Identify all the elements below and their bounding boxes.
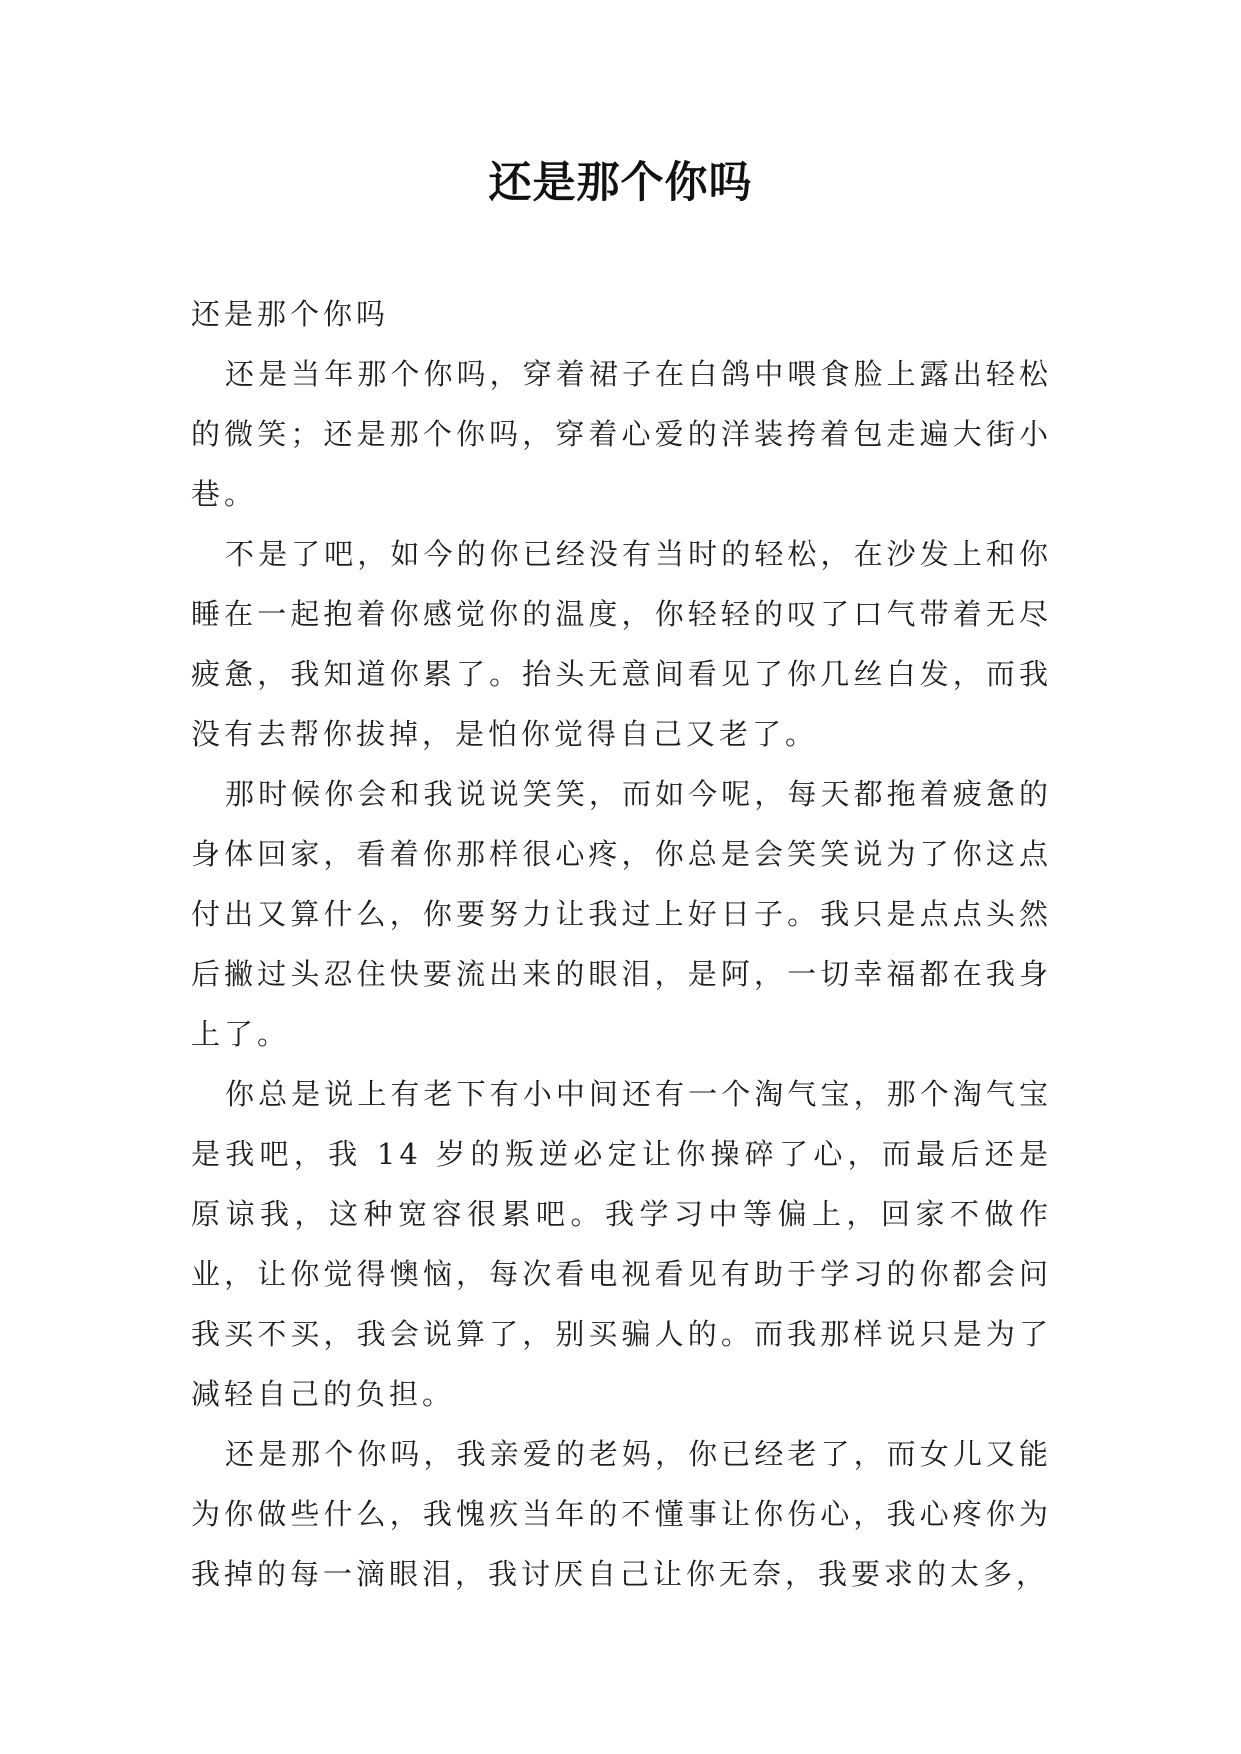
paragraph-3: 那时候你会和我说说笑笑，而如今呢，每天都拖着疲惫的身体回家，看着你那样很心疼，你总是会笑笑说为了你这点付出又算什么，你要努力让我过上好日子。我只是点点头然后撇过头忍住快要流出来的眼泪，是阿，一切幸福都在我身上了。 <box>191 777 1052 1051</box>
paragraph-2: 不是了吧，如今的你已经没有当时的轻松，在沙发上和你睡在一起抱着你感觉你的温度，你轻轻的叹了口气带着无尽疲惫，我知道你累了。抬头无意间看见了你几丝白发，而我没有去帮你拔掉，是怕你觉得自己又老了。 <box>191 537 1052 751</box>
document-subtitle: 还是那个你吗 <box>191 297 390 331</box>
document-title: 还是那个你吗 <box>488 158 753 208</box>
document-body <box>191 284 1052 1604</box>
paragraph-5: 还是那个你吗，我亲爱的老妈，你已经老了，而女儿又能为你做些什么，我愧疚当年的不懂事让你伤心，我心疼你为我掉的每一滴眼泪，我讨厌自己让你无奈，我要求的太多， <box>191 1437 1052 1591</box>
paragraph-1: 还是当年那个你吗，穿着裙子在白鸽中喂食脸上露出轻松的微笑；还是那个你吗，穿着心爱的洋装挎着包走遍大街小巷。 <box>191 357 1052 511</box>
paragraph-4: 你总是说上有老下有小中间还有一个淘气宝，那个淘气宝是我吧，我 14 岁的叛逆必定让你操碎了心，而最后还是原谅我，这种宽容很累吧。我学习中等偏上，回家不做作业，让你觉得懊恼，每次看电视看见有助于学习的你都会问我买不买，我会说算了，别买骗人的。而我那样说只是为了减轻自己的负担。 <box>191 1077 1052 1411</box>
